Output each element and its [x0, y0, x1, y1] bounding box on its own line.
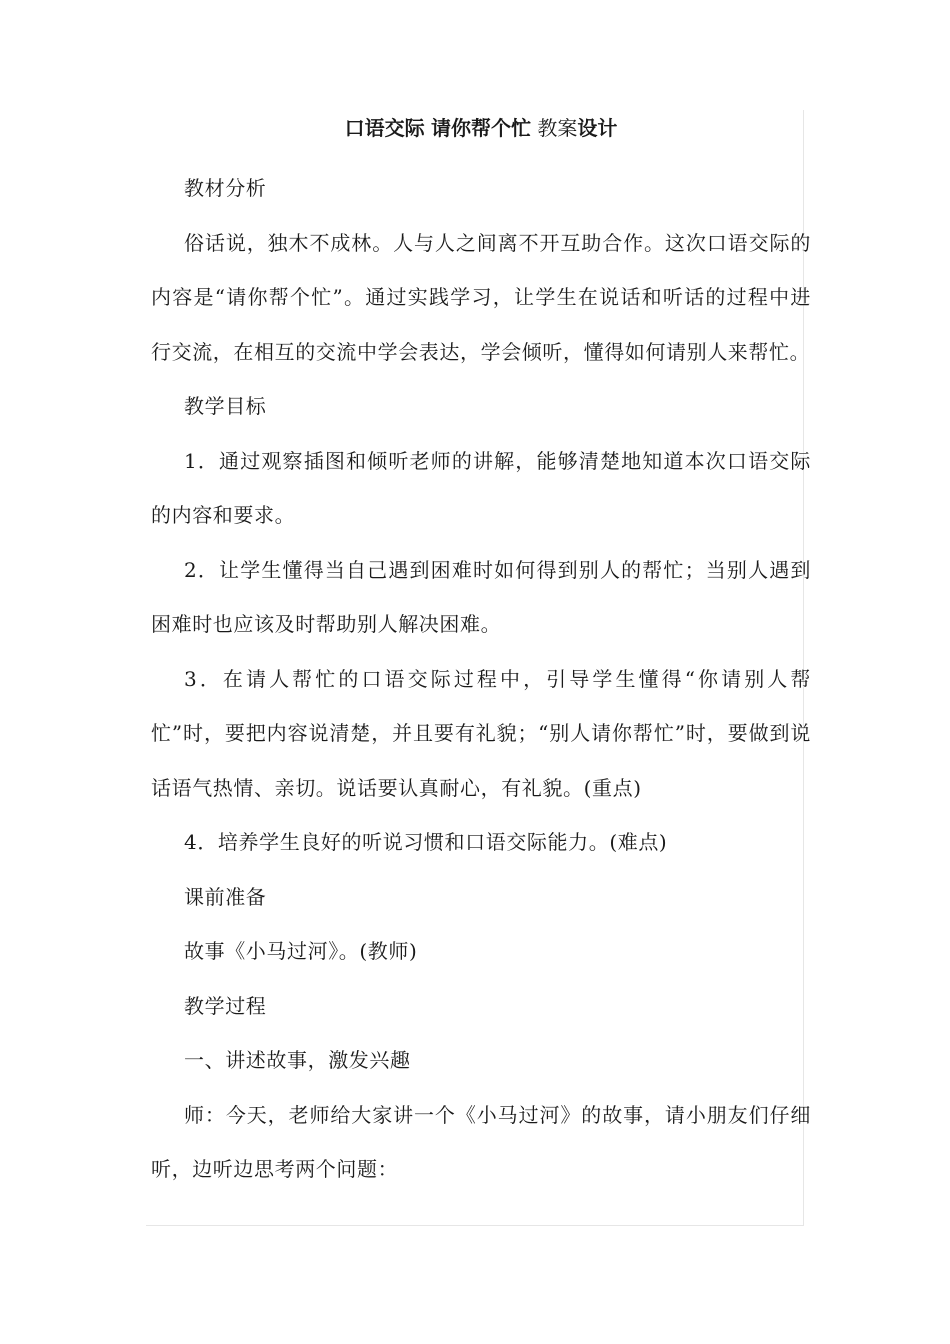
- paragraph-analysis: 俗话说，独木不成林。人与人之间离不开互助合作。这次口语交际的内容是“请你帮个忙”。通过实践学习，让学生在说话和听话的过程中进行交流，在相互的交流中学会表达，学会倾听，懂得如何请别人来帮忙。: [151, 230, 811, 364]
- title-part-1: 口语交际: [344, 116, 425, 140]
- paragraph-preparation: 故事《小马过河》。(教师): [184, 939, 418, 963]
- heading-teaching-process: 教学过程: [184, 993, 267, 1018]
- section-heading-1: 一、讲述故事，激发兴趣: [184, 1048, 411, 1072]
- heading-preparation: 课前准备: [184, 884, 267, 909]
- heading-teaching-goals: 教学目标: [184, 394, 267, 418]
- document-title: [151, 108, 811, 148]
- goal-item-1: 1．通过观察插图和倾听老师的讲解，能够清楚地知道本次口语交际的内容和要求。: [151, 448, 811, 527]
- paragraph-teacher-intro: 师：今天，老师给大家讲一个《小马过河》的故事，请小朋友们仔细听，边听边思考两个问题：: [151, 1102, 811, 1181]
- goal-item-4: 4．培养学生良好的听说习惯和口语交际能力。(难点): [184, 830, 668, 854]
- goal-item-2: 2．让学生懂得当自己遇到困难时如何得到别人的帮忙；当别人遇到困难时也应该及时帮助别人解决困难。: [151, 557, 811, 636]
- heading-textbook-analysis: 教材分析: [184, 176, 267, 200]
- title-part-4: 设计: [577, 116, 618, 140]
- document-body: [151, 108, 811, 1197]
- title-part-3: 教案: [537, 116, 578, 140]
- goal-item-3: 3．在请人帮忙的口语交际过程中，引导学生懂得“你请别人帮忙”时，要把内容说清楚，并且要有礼貌；“别人请你帮忙”时，要做到说话语气热情、亲切。说话要认真耐心，有礼貌。(重点): [151, 666, 811, 800]
- title-part-2: 请你帮个忙: [431, 116, 531, 140]
